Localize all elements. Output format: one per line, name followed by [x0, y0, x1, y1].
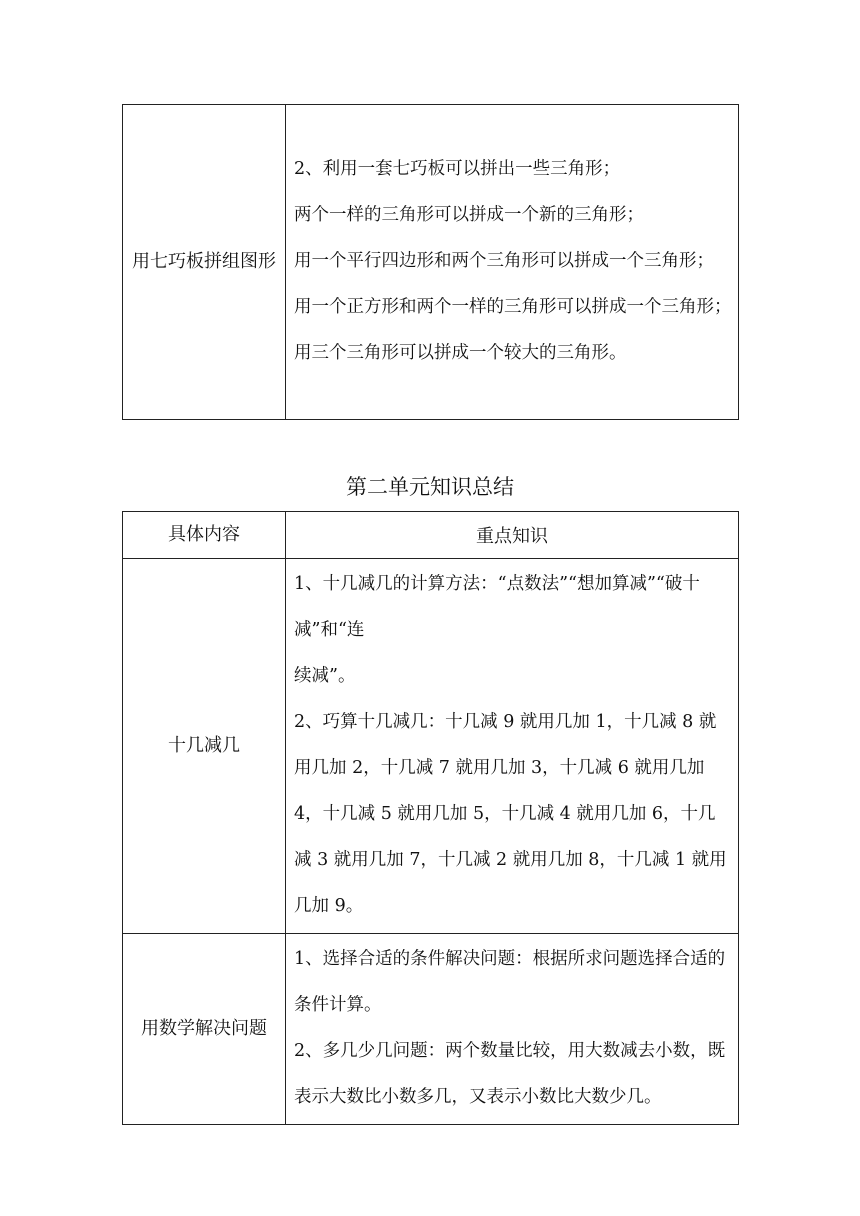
knowledge-line: 两个一样的三角形可以拼成一个新的三角形； — [294, 205, 644, 225]
knowledge-line: 2、巧算十几减几：十几减 9 就用几加 1，十几减 8 就用几加 2，十几减 7 就用几加 3，十几减 6 就用几加 4，十几减 5 就用几加 5，十几减 4 就用几加 6，十几减 3 就用几加 7，十几减 2 就用几加 8，十几减 1 就用几加 9。 — [294, 712, 727, 916]
column-header: 重点知识 — [286, 512, 739, 559]
table-row — [123, 105, 739, 420]
table-row — [123, 934, 739, 1125]
knowledge-line: 1、选择合适的条件解决问题：根据所求问题选择合适的条件计算。 — [294, 949, 726, 1015]
topic-cell: 十几减几 — [123, 559, 286, 934]
knowledge-cell — [286, 934, 739, 1125]
table-header-row — [123, 512, 739, 559]
table-row — [123, 559, 739, 934]
knowledge-cell — [286, 559, 739, 934]
knowledge-line: 续减”。 — [294, 666, 356, 686]
knowledge-cell — [286, 105, 739, 420]
knowledge-line: 用三个三角形可以拼成一个较大的三角形。 — [294, 343, 627, 363]
knowledge-line: 用一个平行四边形和两个三角形可以拼成一个三角形； — [294, 251, 714, 271]
topic-cell: 用七巧板拼组图形 — [123, 105, 286, 420]
unit-summary-table — [122, 511, 739, 1125]
knowledge-line: 2、利用一套七巧板可以拼出一些三角形； — [294, 159, 621, 179]
section-title: 第二单元知识总结 — [346, 475, 514, 499]
knowledge-line: 1、十几减几的计算方法：“点数法”“想加算减”“破十减”和“连 — [294, 574, 700, 640]
topic-cell: 用数学解决问题 — [123, 934, 286, 1125]
column-header: 具体内容 — [123, 512, 286, 559]
tangram-table — [122, 104, 739, 420]
knowledge-line: 用一个正方形和两个一样的三角形可以拼成一个三角形； — [294, 297, 732, 317]
knowledge-line: 2、多几少几问题：两个数量比较，用大数减去小数，既表示大数比小数多几，又表示小数比大数少几。 — [294, 1041, 726, 1107]
